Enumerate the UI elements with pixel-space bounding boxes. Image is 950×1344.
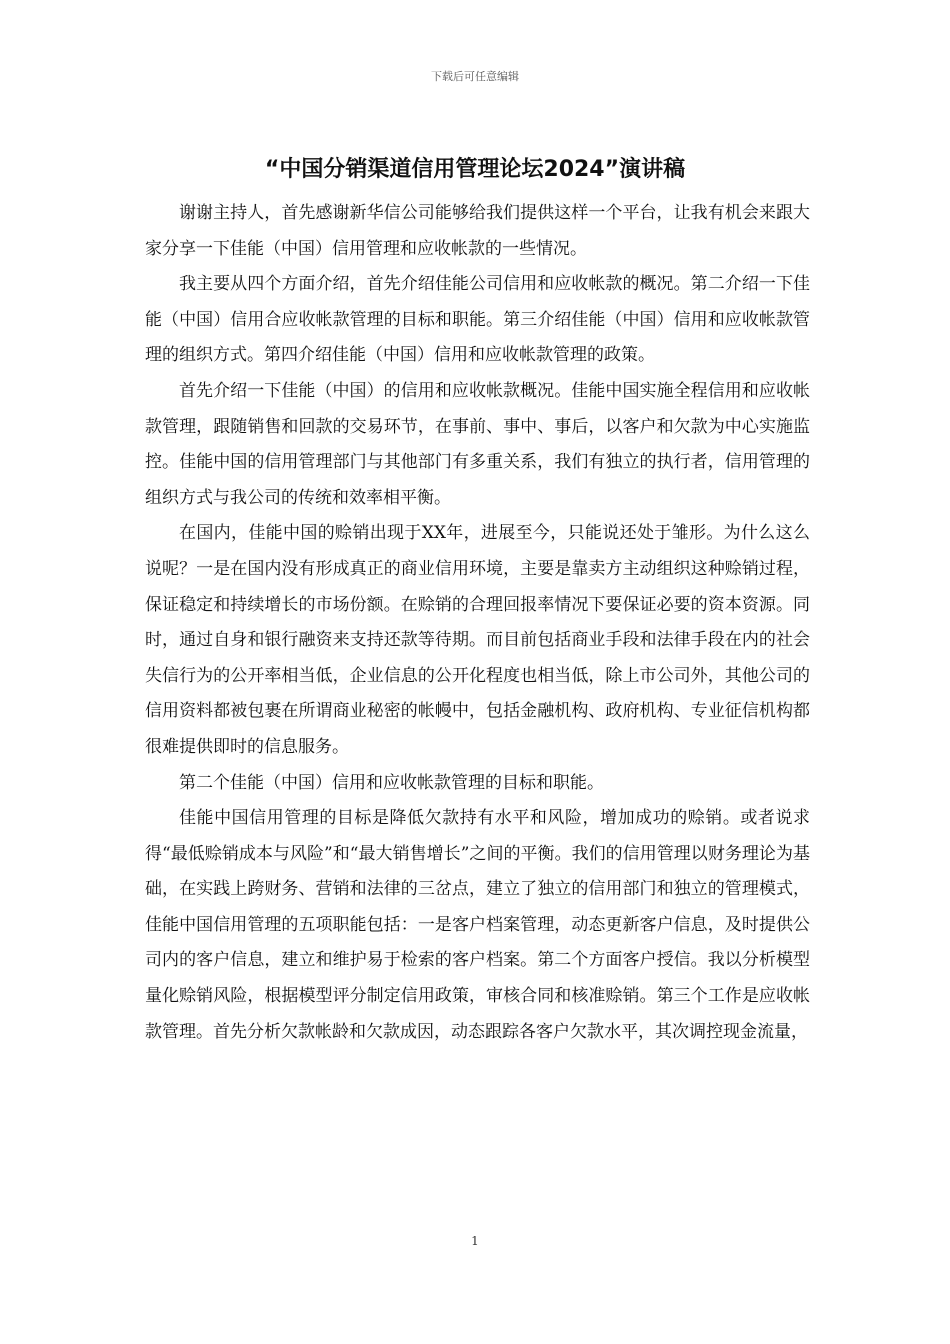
paragraph: 在国内，佳能中国的赊销出现于XX年，进展至今，只能说还处于雏形。为什么这么说呢？一是在国内没有形成真正的商业信用环境，主要是靠卖方主动组织这种赊销过程，保证稳定和持续增长的市场份额。在赊销的合理回报率情况下要保证必要的资本资源。同时，通过自身和银行融资来支持还款等待期。而目前包括商业手段和法律手段在内的社会失信行为的公开率相当低，企业信息的公开化程度也相当低，除上市公司外，其他公司的信用资料都被包裹在所谓商业秘密的帐幔中，包括金融机构、政府机构、专业征信机构都很难提供即时的信息服务。 <box>145 523 810 757</box>
paragraph: 佳能中国信用管理的目标是降低欠款持有水平和风险，增加成功的赊销。或者说求得“最低赊销成本与风险”和“最大销售增长”之间的平衡。我们的信用管理以财务理论为基础，在实践上跨财务、营销和法律的三岔点，建立了独立的信用部门和独立的管理模式，佳能中国信用管理的五项职能包括：一是客户档案管理，动态更新客户信息，及时提供公司内的客户信息，建立和维护易于检索的客户档案。第二个方面客户授信。我以分析模型量化赊销风险，根据模型评分制定信用政策，审核合同和核准赊销。第三个工作是应收帐款管理。首先分析欠款帐龄和欠款成因，动态跟踪各客户欠款水平，其次调控现金流量， <box>145 808 810 1042</box>
paragraph: 首先介绍一下佳能（中国）的信用和应收帐款概况。佳能中国实施全程信用和应收帐款管理，跟随销售和回款的交易环节，在事前、事中、事后，以客户和欠款为中心实施监控。佳能中国的信用管理部门与其他部门有多重关系，我们有独立的执行者，信用管理的组织方式与我公司的传统和效率相平衡。 <box>145 380 810 508</box>
paragraph: 我主要从四个方面介绍，首先介绍佳能公司信用和应收帐款的概况。第二介绍一下佳能（中国）信用合应收帐款管理的目标和职能。第三介绍佳能（中国）信用和应收帐款管理的组织方式。第四介绍佳能（中国）信用和应收帐款管理的政策。 <box>145 274 810 366</box>
paragraph: 谢谢主持人，首先感谢新华信公司能够给我们提供这样一个平台，让我有机会来跟大家分享一下佳能（中国）信用管理和应收帐款的一些情况。 <box>145 203 810 259</box>
paragraph: 第二个佳能（中国）信用和应收帐款管理的目标和职能。 <box>179 772 604 793</box>
page-number: 1 <box>471 1234 479 1248</box>
page-header: 下载后可任意编辑 <box>431 70 519 83</box>
document-body <box>145 196 810 1050</box>
document-title: “中国分销渠道信用管理论坛2024”演讲稿 <box>264 157 686 182</box>
